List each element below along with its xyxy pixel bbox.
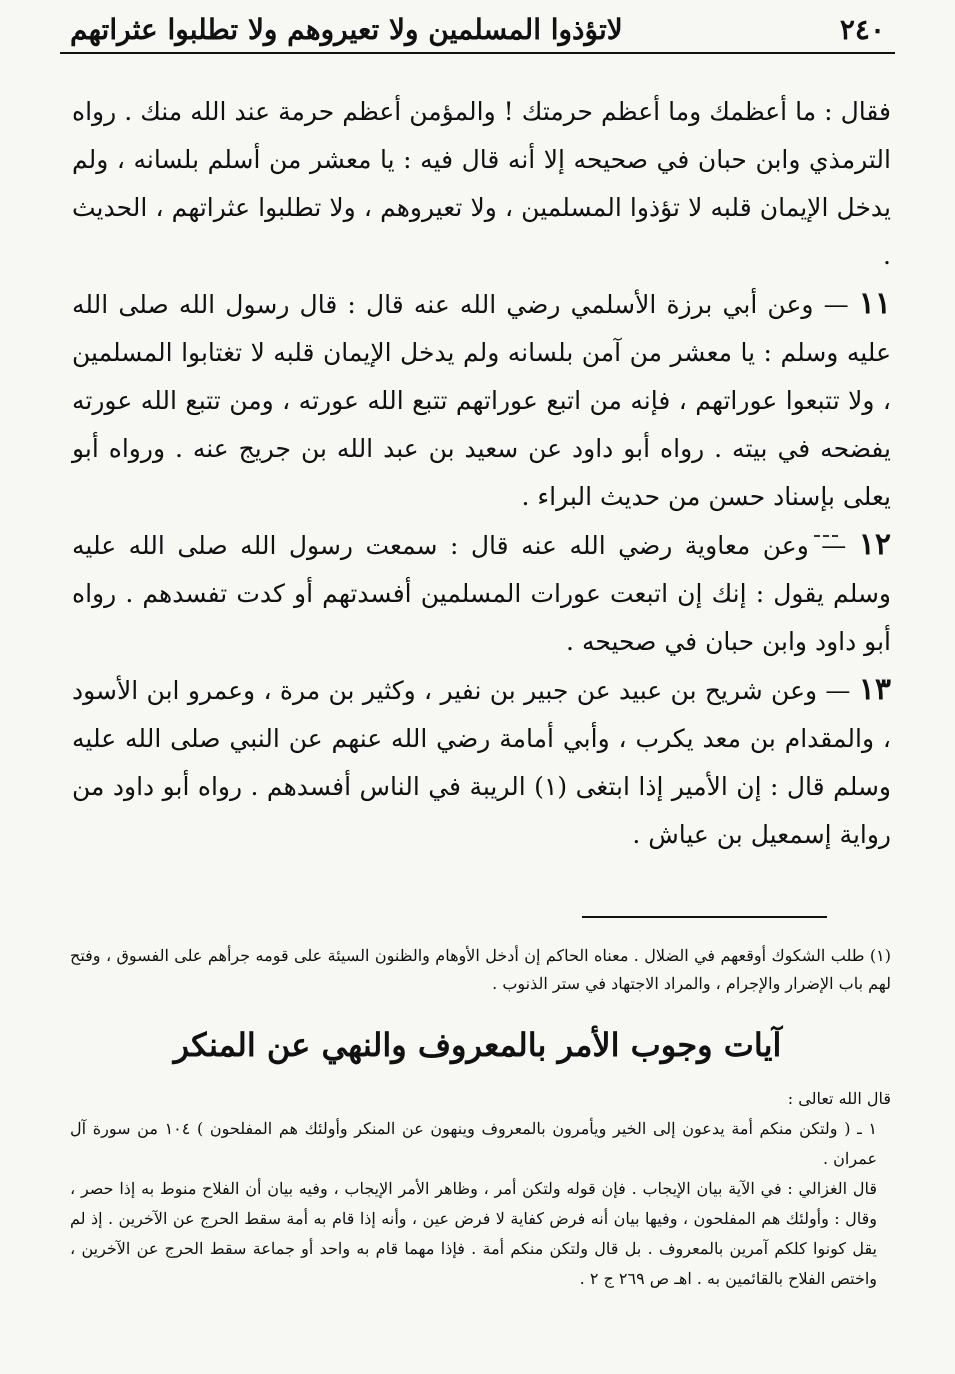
intro-line: قال الله تعالى : <box>787 1089 891 1108</box>
hadith-number-13: ١٣ <box>858 672 892 707</box>
hadith-11 <box>72 280 891 521</box>
margin-dash <box>814 535 838 537</box>
page-header <box>60 14 895 54</box>
hadith-text-12: — وعن معاوية رضي الله عنه قال : سمعت رسول الله صلى الله عليه وسلم يقول : إنك إن اتبعت عورات المسلمين أفسدتهم أو كدت تفسدهم . رواه أبو داود وابن حبان في صحيحه . <box>72 531 891 656</box>
commentary: قال الغزالي : في الآية بيان الإيجاب . فإن قوله ولتكن أمر ، وظاهر الأمر الإيجاب ، وفيه بيان أن الفلاح منوط به إذا حصر ، وقال : وأولئك هم المفلحون ، وفيها بيان أنه فرض كفاية لا فرض عين ، وأنه إذا قام به أمة سقط الحرج عن الآخرين . إذ لم يقل كونوا كلكم آمرين بالمعروف . بل قال ولتكن منكم أمة . فإذا مهما قام به واحد أو جماعة سقط الحرج عن الآخرين ، واختص الفلاح بالقائمين به . اهـ ص ٢٦٩ ج ٢ . <box>70 1179 877 1288</box>
hadith-13 <box>72 666 891 859</box>
section-title: آيات وجوب الأمر بالمعروف والنهي عن المنكر <box>173 1026 782 1064</box>
main-text <box>72 88 891 859</box>
running-title: لاتؤذوا المسلمين ولا تعيروهم ولا تطلبوا عثراتهم <box>70 13 623 46</box>
hadith-number-11: ١١ <box>858 286 891 321</box>
lower-section <box>70 1084 891 1294</box>
page-number: ٢٤٠ <box>839 13 885 46</box>
hadith-text-11: — وعن أبي برزة الأسلمي رضي الله عنه قال : قال رسول الله صلى الله عليه وسلم : يا معشر من آمن بلسانه ولم يدخل الإيمان قلبه لا تغتابوا المسلمين ، ولا تتبعوا عوراتهم ، فإنه من اتبع عوراتهم تتبع الله عورته ، ومن تتبع الله عورته يفضحه في بيته . رواه أبو داود عن سعيد بن عبد الله بن جريج عنه . ورواه أبو يعلى بإسناد حسن من حديث البراء . <box>72 290 891 511</box>
footnote: (١) طلب الشكوك أوقعهم في الضلال . معناه الحاكم إن أدخل الأوهام والظنون السيئة على قومه جرأهم على الفسوق ، وفتح لهم باب الإضرار والإجرام ، والمراد الاجتهاد في ستر الذنوب . <box>70 946 891 993</box>
hadith-number-12: ١٢ <box>858 527 891 562</box>
paragraph-continuation: فقال : ما أعظمك وما أعظم حرمتك ! والمؤمن أعظم حرمة عند الله منك . رواه الترمذي وابن حبان في صحيحه إلا أنه قال فيه : يا معشر من أسلم بلسانه ، ولم يدخل الإيمان قلبه لا تؤذوا المسلمين ، ولا تعيروهم ، ولا تطلبوا عثراتهم ، الحديث . <box>72 97 891 270</box>
hadith-text-13: — وعن شريح بن عبيد عن جبير بن نفير ، وكثير بن مرة ، وعمرو ابن الأسود ، والمقدام بن معد يكرب ، وأبي أمامة رضي الله عنهم عن النبي صلى الله عليه وسلم قال : إن الأمير إذا ابتغى (١) الريبة في الناس أفسدهم . رواه أبو داود من رواية إسمعيل بن عياش . <box>72 676 892 849</box>
verse-line: ١ ـ ( ولتكن منكم أمة يدعون إلى الخير ويأمرون بالمعروف وينهون عن المنكر وأولئك هم المفلحون ) ١٠٤ من سورة آل عمران . <box>70 1119 878 1168</box>
footnote-divider <box>582 916 827 918</box>
hadith-12 <box>72 521 891 666</box>
